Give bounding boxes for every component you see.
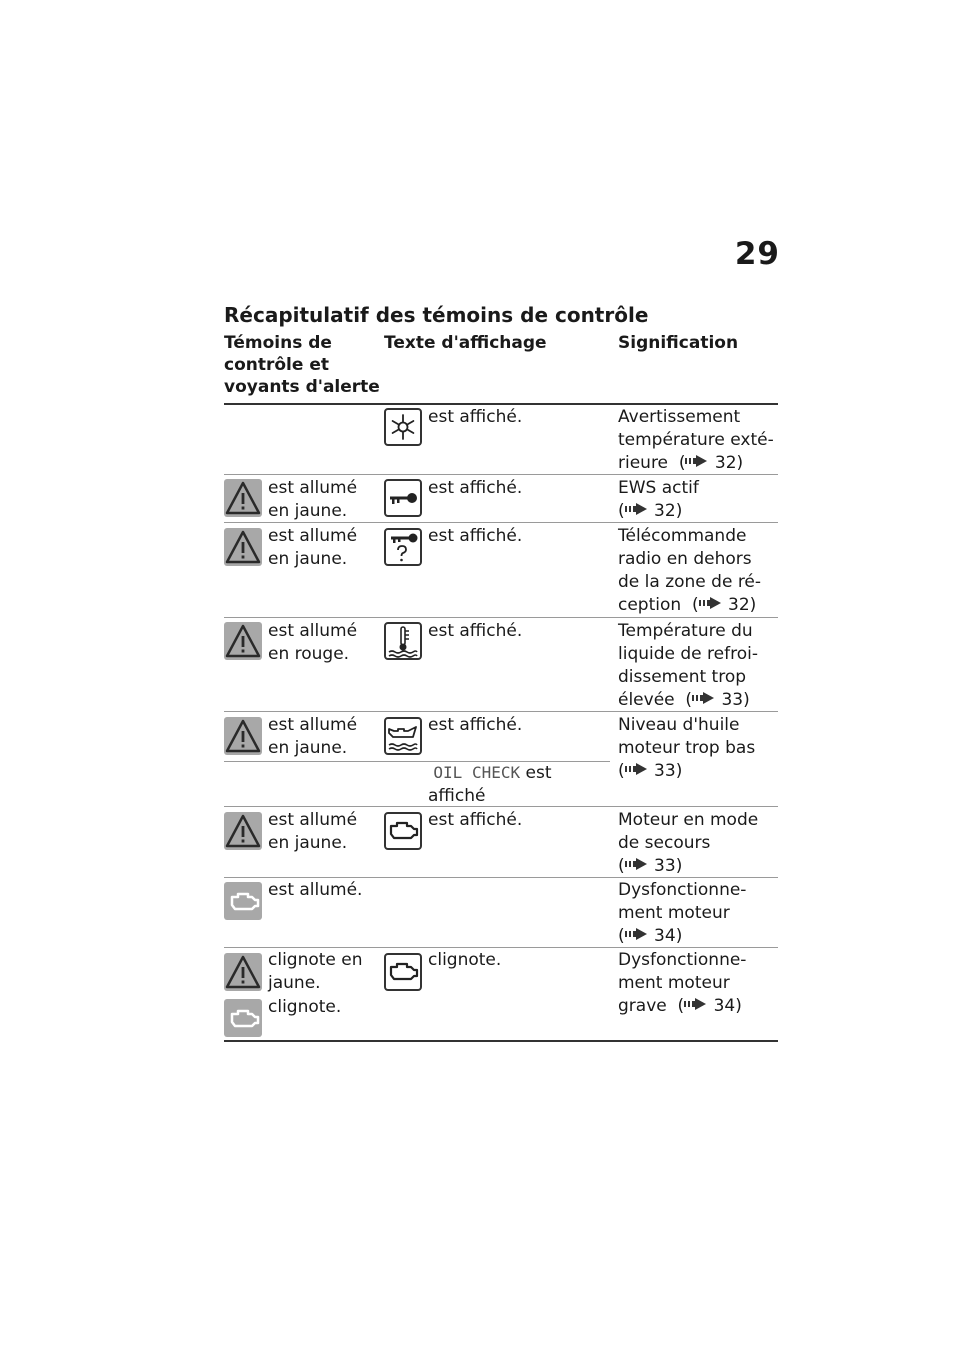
page-reference-arrow-icon: [684, 998, 708, 1010]
lamp-state-line: est allumé: [268, 621, 358, 641]
lamp-state: [268, 620, 357, 666]
lamp-state-line: en jaune.: [268, 501, 348, 521]
lamp-state: [268, 949, 363, 995]
display-text-alt: [428, 761, 552, 808]
lamp-state-line: est allumé: [268, 478, 358, 498]
page-reference-arrow-icon: [692, 692, 716, 704]
meaning-line: Avertissement: [618, 407, 741, 427]
meaning-line: Niveau d'huile: [618, 715, 740, 735]
meaning-line: dissement trop: [618, 667, 747, 687]
meaning-line: ception ( 32): [618, 595, 757, 615]
page-reference[interactable]: 32: [714, 453, 737, 473]
table-bottom-rule: [224, 1040, 778, 1042]
meaning-text: [618, 714, 755, 783]
display-text: est affiché.: [428, 621, 523, 641]
meaning-text: [618, 477, 699, 523]
meaning-line: liquide de refroi-: [618, 644, 758, 664]
meaning-line: Température du: [618, 621, 753, 641]
engine-icon: [384, 812, 422, 850]
page-reference-arrow-icon: [625, 858, 649, 870]
meaning-line: grave ( 34): [618, 996, 742, 1016]
meaning-line: rieure ( 32): [618, 453, 744, 473]
meaning-line: Télécommande: [618, 526, 747, 546]
page-reference[interactable]: 33: [721, 690, 744, 710]
meaning-text: [618, 406, 774, 475]
warning-triangle-icon: [224, 622, 262, 660]
lamp-state-line: jaune.: [268, 973, 321, 993]
meaning-line: ( 34): [618, 926, 683, 946]
lamp-state-line: clignote en: [268, 950, 363, 970]
page-reference-arrow-icon: [699, 597, 723, 609]
meaning-line: température exté-: [618, 430, 774, 450]
meaning-line: ment moteur: [618, 903, 730, 923]
lamp-state: [268, 525, 357, 571]
page-reference[interactable]: 33: [654, 856, 676, 876]
meaning-line: ( 32): [618, 501, 683, 521]
meaning-line: EWS actif: [618, 478, 699, 498]
meaning-line: moteur trop bas: [618, 738, 756, 758]
meaning-line-text: rieure: [618, 453, 669, 473]
snowflake-icon: [384, 408, 422, 446]
meaning-text: [618, 809, 758, 878]
page-reference[interactable]: 34: [654, 926, 676, 946]
header-warning-lamps: [224, 332, 380, 398]
coolant-temperature-icon: [384, 622, 422, 660]
engine-lamp-icon: [224, 999, 262, 1037]
meaning-text: [618, 525, 761, 617]
page-reference[interactable]: 32: [728, 595, 750, 615]
lamp-state-line: est allumé: [268, 715, 358, 735]
header-meaning: Signification: [618, 333, 739, 353]
header-line: voyants d'alerte: [224, 377, 380, 397]
page-reference-arrow-icon: [625, 928, 649, 940]
warning-triangle-icon: [224, 717, 262, 755]
display-text: est affiché.: [428, 810, 523, 830]
page-reference[interactable]: 33: [654, 761, 676, 781]
display-text: est affiché.: [428, 526, 523, 546]
page-reference-arrow-icon: [685, 455, 709, 467]
meaning-line: Dysfonctionne-: [618, 950, 747, 970]
lamp-state-line: clignote.: [268, 997, 342, 1017]
meaning-text: [618, 620, 758, 712]
key-icon: [384, 479, 422, 517]
lamp-state: [268, 809, 357, 855]
lamp-state-line: en jaune.: [268, 833, 348, 853]
warning-triangle-icon: [224, 528, 262, 566]
meaning-line-text: grave: [618, 996, 667, 1016]
meaning-line: ( 33): [618, 761, 683, 781]
meaning-line: ment moteur: [618, 973, 730, 993]
lamp-state-line: en rouge.: [268, 644, 350, 664]
lamp-state-line: en jaune.: [268, 549, 348, 569]
warning-triangle-icon: [224, 953, 262, 991]
row-divider: [224, 761, 610, 762]
meaning-text: [618, 949, 746, 1018]
page-reference-arrow-icon: [625, 763, 649, 775]
meaning-line: élevée ( 33): [618, 690, 750, 710]
display-text-word: est: [525, 763, 552, 783]
page-reference-arrow-icon: [625, 503, 649, 515]
page-number: 29: [734, 236, 780, 272]
engine-lamp-icon: [224, 882, 262, 920]
lamp-state-line: est allumé: [268, 526, 358, 546]
table-top-rule: [224, 403, 778, 405]
display-text: est affiché.: [428, 407, 523, 427]
meaning-text: [618, 879, 746, 948]
meaning-line: de secours: [618, 833, 711, 853]
row-divider: [224, 617, 778, 618]
warning-triangle-icon: [224, 812, 262, 850]
page-title: Récapitulatif des témoins de contrôle: [224, 303, 649, 327]
page-reference[interactable]: 32: [654, 501, 676, 521]
display-text-alt-line: [428, 761, 552, 785]
meaning-line: Dysfonctionne-: [618, 880, 747, 900]
meaning-line: radio en dehors: [618, 549, 752, 569]
lamp-state: [268, 879, 362, 902]
lamp-state: [268, 996, 341, 1019]
header-display-text: Texte d'affichage: [384, 333, 547, 353]
header-line: Témoins de: [224, 333, 332, 353]
display-text: est affiché.: [428, 715, 523, 735]
lamp-state-line: en jaune.: [268, 738, 348, 758]
display-text: clignote.: [428, 950, 502, 970]
lamp-state: [268, 714, 357, 760]
display-text-alt-line: affiché: [428, 786, 486, 806]
lamp-state: [268, 477, 357, 523]
meaning-line: ( 33): [618, 856, 683, 876]
page-reference[interactable]: 34: [713, 996, 736, 1016]
lamp-state-line: est allumé.: [268, 880, 363, 900]
engine-icon: [384, 953, 422, 991]
lamp-state-line: est allumé: [268, 810, 358, 830]
header-line: contrôle et: [224, 355, 329, 375]
meaning-line-text: ception: [618, 595, 682, 615]
meaning-line: Moteur en mode: [618, 810, 759, 830]
display-text: est affiché.: [428, 478, 523, 498]
meaning-line: de la zone de ré-: [618, 572, 762, 592]
oil-can-icon: [384, 717, 422, 755]
display-code: OIL CHECK: [433, 763, 521, 782]
warning-triangle-icon: [224, 479, 262, 517]
key-question-icon: [384, 528, 422, 566]
meaning-line-text: élevée: [618, 690, 675, 710]
